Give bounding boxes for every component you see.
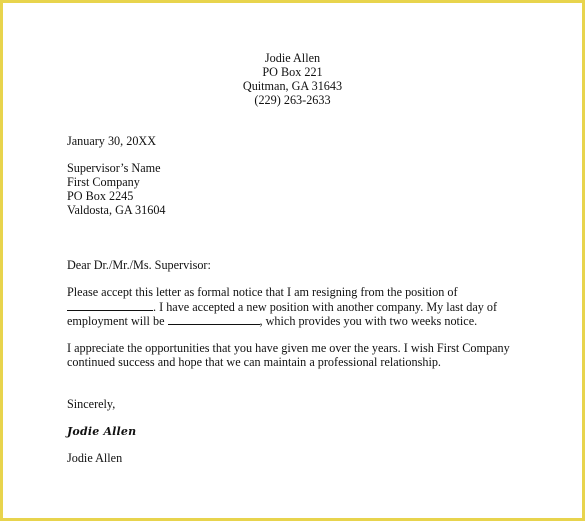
signature-block	[67, 425, 567, 439]
recipient-company: First Company	[67, 175, 140, 189]
paragraph-1-line-1: Please accept this letter as formal notice that I am resigning from the position of	[67, 285, 458, 299]
paragraph-1-line-3	[67, 313, 567, 327]
last-day-blank-line	[168, 313, 260, 325]
handwritten-signature: Jodie Allen	[67, 425, 137, 438]
closing: Sincerely,	[67, 397, 116, 411]
recipient-po-box: PO Box 2245	[67, 189, 134, 203]
paragraph-1-line-3-lead: employment will be	[67, 314, 168, 328]
date-block	[67, 134, 567, 148]
paragraph-2-line-1: I appreciate the opportunities that you have given me over the years. I wish First Company	[67, 341, 510, 355]
closing-block	[67, 397, 567, 411]
sender-name: Jodie Allen	[264, 51, 321, 65]
paragraph-1	[67, 285, 567, 327]
typed-name-block	[67, 451, 567, 465]
paragraph-1-line-2	[67, 299, 567, 313]
recipient-city-line: Valdosta, GA 31604	[67, 203, 166, 217]
position-blank-line	[67, 299, 153, 311]
paragraph-2-line-2: continued success and hope that we can maintain a professional relationship.	[67, 355, 441, 369]
sender-address-block	[0, 51, 585, 107]
sender-phone: (229) 263-2633	[254, 93, 331, 107]
letter-date: January 30, 20XX	[67, 134, 157, 148]
paragraph-2	[67, 341, 567, 369]
paragraph-1-line-2-text: . I have accepted a new position with another company. My last day of	[153, 300, 498, 314]
recipient-address-block	[67, 161, 567, 217]
typed-name: Jodie Allen	[67, 451, 123, 465]
sender-po-box: PO Box 221	[262, 65, 323, 79]
salutation: Dear Dr./Mr./Ms. Supervisor:	[67, 258, 211, 272]
sender-city-line: Quitman, GA 31643	[242, 79, 343, 93]
paragraph-1-line-3-tail: , which provides you with two weeks notice.	[259, 314, 478, 328]
salutation-block	[67, 258, 567, 272]
recipient-name: Supervisor’s Name	[67, 161, 161, 175]
